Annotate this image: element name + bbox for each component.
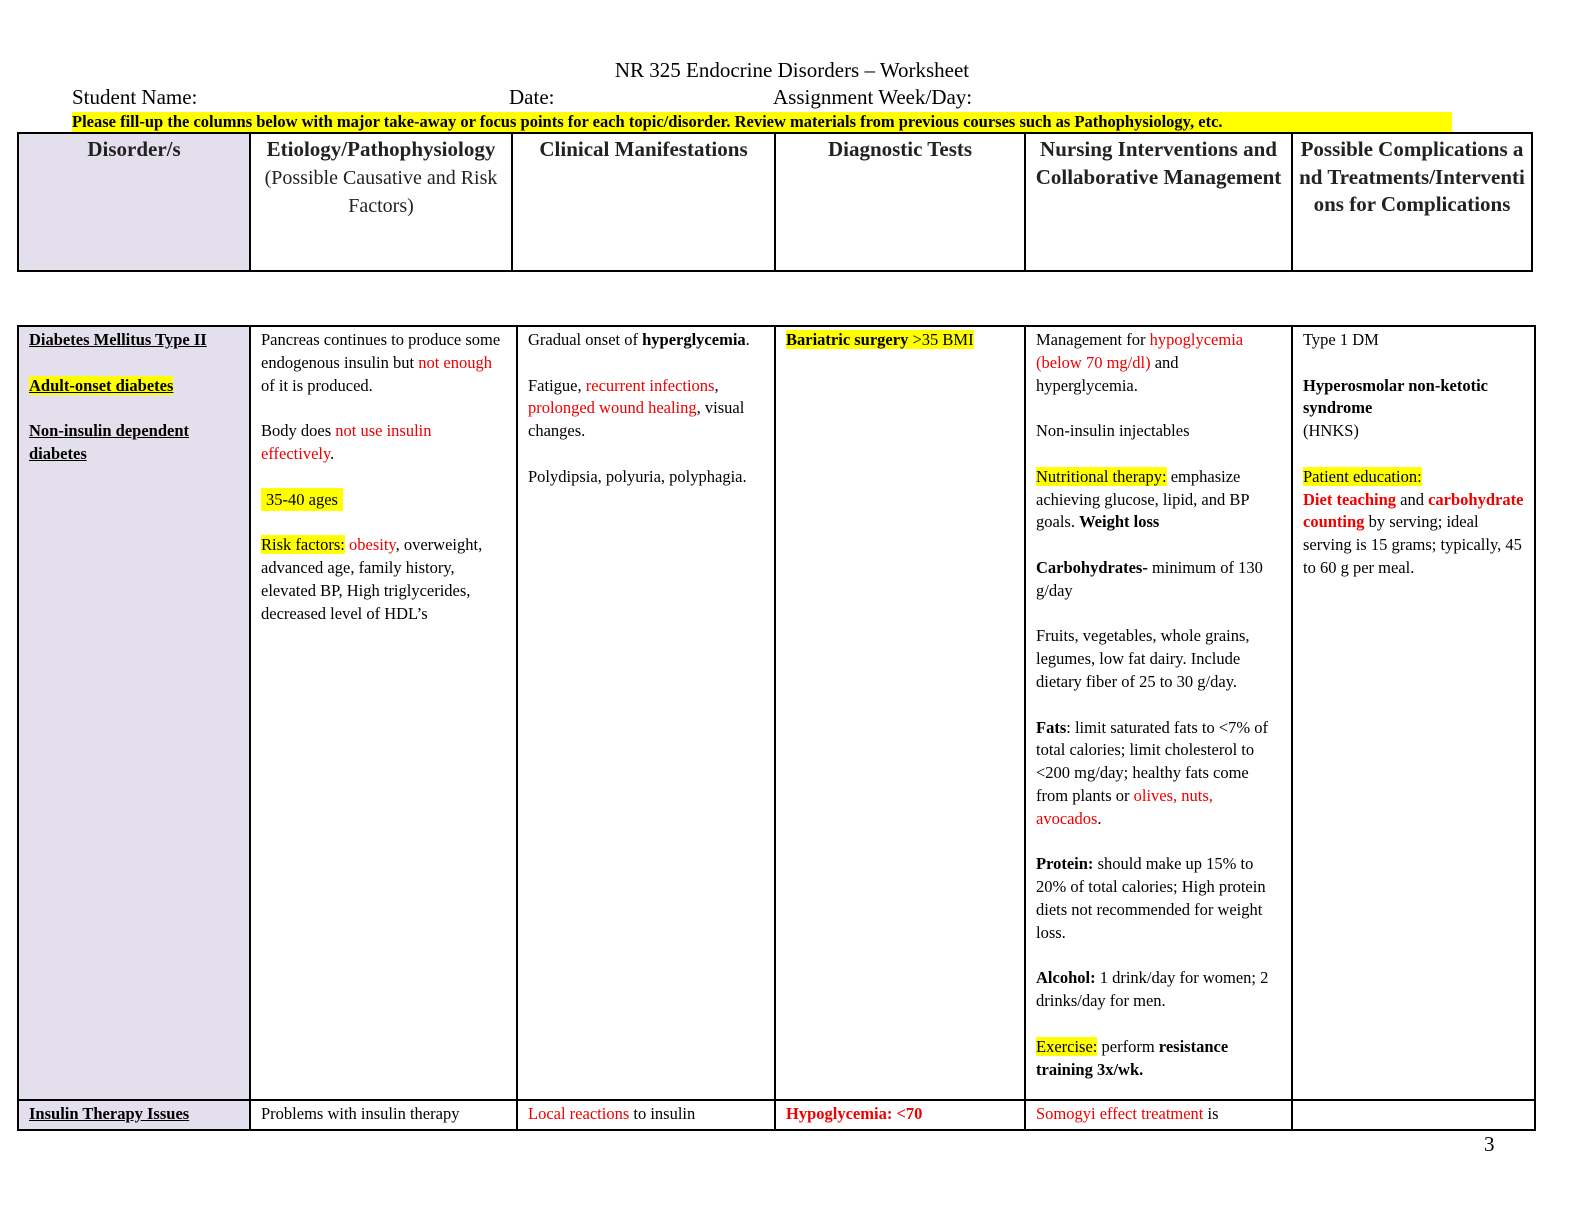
instructions: Please fill-up the columns below with major take-away or focus points for each topic/disorder. Review materials from previous courses such as Pathophysiology, etc. [72,112,1452,132]
diagnostic-cell: Bariatric surgery >35 BMI [775,326,1025,1100]
date-label: Date: [509,85,555,109]
nursing-cell: Somogyi effect treatment is [1025,1100,1292,1130]
disorders-table [17,325,1536,1131]
complications-cell: Type 1 DM Hyperosmolar non-ketotic syndrome (HNKS) Patient education: Diet teaching and carbohydrate counting by serving; ideal serving is 15 grams; typically, 45 to 60 g per meal. [1292,326,1535,1100]
disorder-alias: Non-insulin dependent diabetes [29,421,190,463]
header-clinical: Clinical Manifestations [512,133,775,271]
header-complications: Possible Complications and Treatments/Interventions for Complications [1292,133,1532,271]
complications-cell [1292,1100,1535,1130]
page-title: NR 325 Endocrine Disorders – Worksheet [614,58,970,82]
table-row [18,326,1535,1100]
disorder-alias: Adult-onset diabetes [29,375,174,395]
header-diagnostic: Diagnostic Tests [775,133,1025,271]
clinical-cell: Local reactions to insulin [517,1100,775,1130]
disorder-cell [18,326,250,1100]
clinical-cell: Gradual onset of hyperglycemia. Fatigue, recurrent infections, prolonged wound healing, visual changes. Polydipsia, polyuria, polyphagia. [517,326,775,1100]
header-disorder: Disorder/s [18,133,250,271]
etiology-cell: Problems with insulin therapy [250,1100,517,1130]
table-row [18,1100,1535,1130]
header-table [17,132,1533,272]
header-etiology: Etiology/Pathophysiology (Possible Causative and Risk Factors) [250,133,512,271]
diagnostic-cell: Hypoglycemia: <70 [775,1100,1025,1130]
disorder-name: Diabetes Mellitus Type II [29,330,207,349]
student-name-label: Student Name: [72,85,198,109]
page-number: 3 [1484,1132,1495,1156]
header-nursing: Nursing Interventions and Collaborative Management [1025,133,1292,271]
etiology-cell: Pancreas continues to produce some endogenous insulin but not enough of it is produced. Body does not use insulin effectively. 35-40 ages Risk factors: obesity, overweight, advanced age, family history, elevated BP, High triglycerides, decreased level of HDL’s [250,326,517,1100]
disorder-cell: Insulin Therapy Issues [18,1100,250,1130]
age-badge: 35-40 ages [261,488,343,511]
assignment-label: Assignment Week/Day: [773,85,973,109]
nursing-cell: Management for hypoglycemia (below 70 mg/dl) and hyperglycemia. Non-insulin injectables Nutritional therapy: emphasize achieving glucose, lipid, and BP goals. Weight loss Carbohydrates- minimum of 130 g/day Fruits, vegetables, whole grains, legumes, low fat dairy. Include dietary fiber of 25 to 30 g/day. Fats: limit saturated fats to <7% of total calories; limit cholesterol to <200 mg/day; healthy fats come from plants or olives, nuts, avocados. Protein: should make up 15% to 20% of total calories; High protein diets not recommended for weight loss. Alcohol: 1 drink/day for women; 2 drinks/day for men. Exercise: perform resistance training 3x/wk. [1025,326,1292,1100]
